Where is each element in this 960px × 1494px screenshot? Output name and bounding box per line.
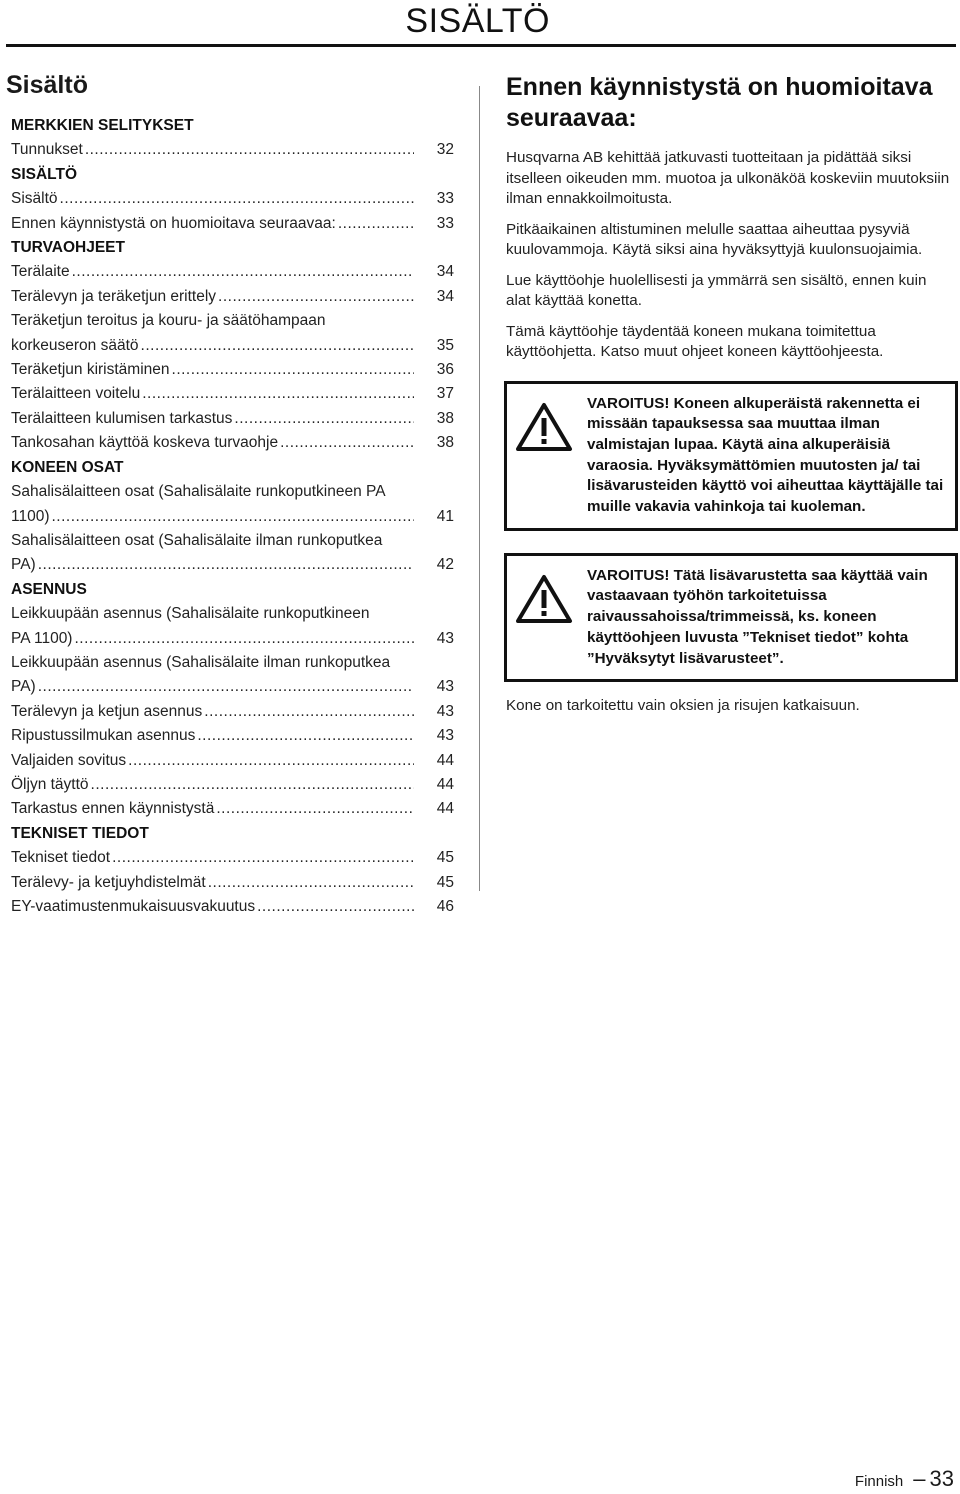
toc-entry-row <box>11 627 454 651</box>
toc-entry-label: Tarkastus ennen käynnistystä <box>11 800 215 818</box>
paragraph-intended-use: Kone on tarkoitettu vain oksien ja risujen katkaisuun. <box>506 697 860 715</box>
toc-entry <box>11 358 454 382</box>
toc-entry-row <box>11 553 454 577</box>
toc-leader-dots <box>141 334 414 358</box>
toc-entry <box>11 895 454 919</box>
toc-entry-label: PA) <box>11 678 36 696</box>
toc-page-number: 42 <box>436 556 454 574</box>
footer-language: Finnish <box>854 1473 904 1490</box>
toc-page-number: 33 <box>436 214 454 232</box>
toc-entry-label: Valjaiden sovitus <box>11 751 127 769</box>
toc-entry <box>11 651 454 700</box>
warning-text: VAROITUS! Koneen alkuperäistä rakennetta ei missään tapauksessa saa muuttaa ilman valmistajan lupaa. Käytä aina alkuperäisiä varaosia. Hyväksymättömien muutosten ja/ tai lisävarusteiden käyttö voi aiheuttaa käyttäjälle tai muille vakavia vahinkoja tai kuoleman. <box>587 394 944 516</box>
toc-leader-dots <box>112 846 414 870</box>
warning-triangle-icon <box>515 394 587 518</box>
toc-entry-row <box>11 797 454 821</box>
toc-entry-row <box>11 431 454 455</box>
toc-entry-row <box>11 749 454 773</box>
toc-page-number: 35 <box>436 336 454 354</box>
toc-entry <box>11 700 454 724</box>
column-divider <box>479 86 480 891</box>
toc-entry <box>11 749 454 773</box>
toc-leader-dots <box>257 895 414 919</box>
toc-entry-label: Terälaite <box>11 263 70 281</box>
toc-page-number: 45 <box>436 873 454 891</box>
warning-text: VAROITUS! Tätä lisävarustetta saa käyttää vain vastaavaan työhön tarkoitetuissa raivaussahoissa/trimmeissä, ks. koneen käyttöohjeen luvusta ”Tekniset tiedot” kohta ”Hyväksytyt lisävarusteet”. <box>587 566 928 667</box>
toc-entry-label-line1: Leikkuupään asennus (Sahalisälaite runkoputkineen <box>11 605 370 623</box>
toc-section-heading: MERKKIEN SELITYKSET <box>11 117 194 134</box>
toc-page-number: 43 <box>436 678 454 696</box>
toc-leader-dots <box>52 505 415 529</box>
toc-entry-row <box>11 846 454 870</box>
toc-entry-row <box>11 260 454 284</box>
toc-section-heading: TURVAOHJEET <box>11 239 125 257</box>
toc-entry <box>11 187 454 211</box>
toc-leader-dots <box>280 431 414 455</box>
toc-entry <box>11 260 454 284</box>
toc-column <box>6 70 454 919</box>
toc-entry <box>11 871 454 895</box>
toc-page-number: 43 <box>436 727 454 745</box>
toc-leader-dots <box>74 627 414 651</box>
toc-entry-label: Teräketjun kiristäminen <box>11 361 170 379</box>
intro-column <box>506 72 952 727</box>
toc-section-heading: ASENNUS <box>11 580 87 598</box>
toc-section-heading: TEKNISET TIEDOT <box>11 824 149 842</box>
toc-entry-label: Terälevyn ja teräketjun erittely <box>11 287 217 305</box>
toc-entry-row <box>11 505 454 529</box>
toc-entry <box>11 846 454 870</box>
toc-entry-label: Ripustussilmukan asennus <box>11 727 196 745</box>
toc-entry <box>11 797 454 821</box>
toc-entry-label: Tankosahan käyttöä koskeva turvaohje <box>11 434 279 452</box>
paragraph-noise: Pitkäaikainen altistuminen melulle saattaa aiheuttaa pysyviä kuulovammoja. Käytä siksi aina hyväksyttyjä kuulonsuojaimia. <box>506 220 923 258</box>
toc-page-number: 38 <box>436 434 454 452</box>
toc-leader-dots <box>208 871 414 895</box>
toc-entry-label: korkeuseron säätö <box>11 336 139 354</box>
toc-entry-row <box>11 773 454 797</box>
toc-page-number: 37 <box>436 385 454 403</box>
toc-entry-row <box>11 382 454 406</box>
toc-section-heading: SISÄLTÖ <box>11 165 78 183</box>
toc-entry-row <box>11 358 454 382</box>
toc-leader-dots <box>72 260 414 284</box>
toc-page-number: 36 <box>436 361 454 379</box>
toc-entry-label: EY-vaatimustenmukaisuusvakuutus <box>11 898 256 915</box>
toc-entry-label-line1: Teräketjun teroitus ja kouru- ja säätöhampaan <box>11 312 326 330</box>
toc-page-number: 43 <box>436 702 454 720</box>
toc-section-heading: KONEEN OSAT <box>11 458 124 476</box>
paragraph-read-manual: Lue käyttöohje huolellisesti ja ymmärrä sen sisältö, ennen kuin alat käyttää konetta. <box>506 271 927 309</box>
paragraph-development: Husqvarna AB kehittää jatkuvasti tuotteitaan ja pidättää siksi itselleen oikeuden mm. muotoa ja ulkonäköä koskeviin muutoksiin ilman ennakkoilmoitusta. <box>506 149 950 207</box>
toc-title: Sisältö <box>6 71 88 99</box>
toc-entry-label: Terälaitteen kulumisen tarkastus <box>11 409 233 427</box>
toc-page-number: 38 <box>436 409 454 427</box>
toc-entry-row <box>11 724 454 748</box>
toc-entry-label: Sisältö <box>11 190 58 208</box>
toc-entry-label: Terälevyn ja ketjun asennus <box>11 702 203 720</box>
toc-entry <box>11 138 454 162</box>
toc-entry <box>11 724 454 748</box>
toc-page-number: 34 <box>436 287 454 305</box>
warning-box-accessory <box>504 553 958 683</box>
toc-entry-label-line1: Sahalisälaitteen osat (Sahalisälaite runkoputkineen PA <box>11 483 386 501</box>
toc-entry-row <box>11 187 454 211</box>
toc-entry-label: PA 1100) <box>11 629 73 647</box>
toc-leader-dots <box>60 187 414 211</box>
toc-entry-row <box>11 871 454 895</box>
toc-entry-label: PA) <box>11 556 36 574</box>
toc-leader-dots <box>142 382 414 406</box>
toc-leader-dots <box>204 700 414 724</box>
footer-separator: – <box>913 1466 926 1491</box>
toc-entry <box>11 212 454 236</box>
toc-leader-dots <box>91 773 414 797</box>
paragraph-supplement: Tämä käyttöohje täydentää koneen mukana toimitettua käyttöohjetta. Katso muut ohjeet koneen käyttöohjeesta. <box>506 322 884 360</box>
toc-leader-dots <box>197 724 414 748</box>
toc-leader-dots <box>216 797 414 821</box>
header-rule <box>6 44 956 47</box>
toc-entry-label-line1: Sahalisälaitteen osat (Sahalisälaite ilman runkoputkea <box>11 531 383 549</box>
toc-list <box>6 114 454 919</box>
toc-entry-label: Terälevy- ja ketjuyhdistelmät <box>11 873 206 891</box>
toc-leader-dots <box>38 553 414 577</box>
toc-page-number: 43 <box>436 629 454 647</box>
page-header-title: SISÄLTÖ <box>405 2 550 40</box>
toc-entry <box>11 382 454 406</box>
toc-leader-dots <box>234 407 414 431</box>
toc-leader-dots <box>85 138 414 162</box>
toc-page-number: 41 <box>436 507 454 525</box>
toc-entry-label: Tunnukset <box>11 141 83 159</box>
toc-leader-dots <box>338 212 414 236</box>
toc-page-number: 44 <box>436 800 454 818</box>
toc-page-number: 32 <box>436 141 454 159</box>
toc-entry-row <box>11 407 454 431</box>
toc-entry-row <box>11 285 454 309</box>
toc-entry <box>11 480 454 529</box>
toc-page-number: 33 <box>436 190 454 208</box>
toc-entry-label: Ennen käynnistystä on huomioitava seuraavaa: <box>11 214 336 232</box>
toc-entry-label: Tekniset tiedot <box>11 849 111 867</box>
toc-page-number: 46 <box>436 898 454 915</box>
toc-entry-row <box>11 334 454 358</box>
toc-page-number: 44 <box>436 775 454 793</box>
warning-box-modification <box>504 381 958 531</box>
toc-page-number: 45 <box>436 849 454 867</box>
toc-entry-label: Öljyn täyttö <box>11 775 89 793</box>
toc-entry <box>11 285 454 309</box>
toc-entry <box>11 309 454 358</box>
toc-entry <box>11 529 454 578</box>
toc-entry-row <box>11 895 454 919</box>
warning-triangle-icon <box>515 566 587 670</box>
page-footer <box>855 1466 954 1492</box>
toc-entry-label: Terälaitteen voitelu <box>11 385 141 403</box>
toc-page-number: 44 <box>436 751 454 769</box>
toc-leader-dots <box>38 675 414 699</box>
footer-page-number: 33 <box>929 1466 954 1491</box>
toc-entry <box>11 773 454 797</box>
toc-leader-dots <box>218 285 414 309</box>
toc-entry-row <box>11 700 454 724</box>
toc-leader-dots <box>172 358 414 382</box>
toc-entry-label-line1: Leikkuupään asennus (Sahalisälaite ilman runkoputkea <box>11 653 391 671</box>
toc-entry <box>11 407 454 431</box>
toc-entry <box>11 602 454 651</box>
toc-entry-label: 1100) <box>11 507 50 525</box>
section-heading: Ennen käynnistystä on huomioitava seuraavaa: <box>506 73 933 132</box>
toc-entry-row <box>11 212 454 236</box>
toc-page-number: 34 <box>436 263 454 281</box>
toc-entry <box>11 431 454 455</box>
toc-entry-row <box>11 138 454 162</box>
toc-entry-row <box>11 675 454 699</box>
toc-leader-dots <box>128 749 414 773</box>
